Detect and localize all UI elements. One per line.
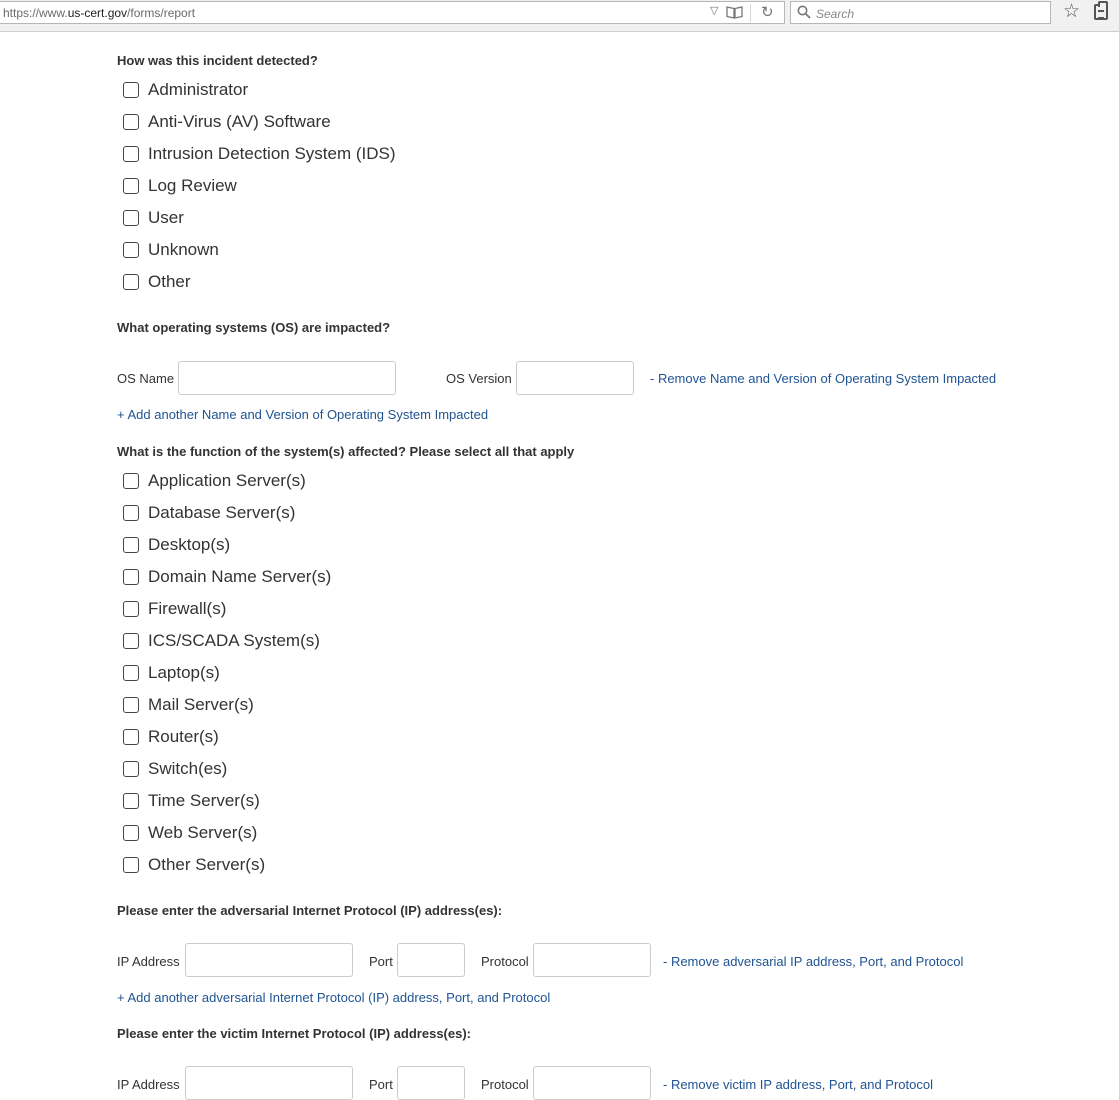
os-question: What operating systems (OS) are impacted?: [117, 320, 391, 335]
function-option[interactable]: [123, 471, 331, 503]
checkbox-label[interactable]: Mail Server(s): [148, 695, 254, 714]
os-name-label: OS Name: [117, 371, 175, 386]
checkbox[interactable]: [123, 793, 139, 809]
os-name-input[interactable]: [178, 361, 396, 395]
detected-option[interactable]: [123, 272, 396, 304]
victim-ip-label: IP Address: [117, 1077, 180, 1092]
function-option[interactable]: [123, 823, 331, 855]
detected-option[interactable]: [123, 240, 396, 272]
search-bar[interactable]: [790, 1, 1051, 24]
checkbox[interactable]: [123, 473, 139, 489]
checkbox[interactable]: [123, 729, 139, 745]
address-bar-url[interactable]: https://www.us-cert.gov/forms/report: [3, 6, 196, 20]
reload-icon[interactable]: ↻: [761, 4, 774, 21]
checkbox-label[interactable]: Log Review: [148, 176, 237, 195]
checkbox-label[interactable]: ICS/SCADA System(s): [148, 631, 320, 650]
remove-victim-ip-link[interactable]: - Remove victim IP address, Port, and Protocol: [663, 1077, 933, 1092]
victim-ip-input[interactable]: [185, 1066, 353, 1100]
function-option[interactable]: [123, 759, 331, 791]
detected-option[interactable]: [123, 80, 396, 112]
function-option[interactable]: [123, 535, 331, 567]
checkbox-label[interactable]: Database Server(s): [148, 503, 296, 522]
checkbox[interactable]: [123, 697, 139, 713]
checkbox[interactable]: [123, 146, 139, 162]
checkbox[interactable]: [123, 82, 139, 98]
function-option[interactable]: [123, 791, 331, 823]
address-bar[interactable]: [0, 1, 785, 24]
adversarial-port-label: Port: [369, 954, 393, 969]
checkbox[interactable]: [123, 633, 139, 649]
detected-option[interactable]: [123, 144, 396, 176]
search-placeholder: Search: [816, 7, 855, 21]
checkbox-label[interactable]: Router(s): [148, 727, 219, 746]
checkbox[interactable]: [123, 825, 139, 841]
victim-protocol-label: Protocol: [481, 1077, 529, 1092]
function-option[interactable]: [123, 503, 331, 535]
detected-question: How was this incident detected?: [117, 53, 318, 68]
os-version-input[interactable]: [516, 361, 634, 395]
checkbox-label[interactable]: Administrator: [148, 80, 249, 99]
checkbox-label[interactable]: Application Server(s): [148, 471, 306, 490]
detected-option[interactable]: [123, 112, 396, 144]
checkbox[interactable]: [123, 242, 139, 258]
checkbox-label[interactable]: Anti-Virus (AV) Software: [148, 112, 331, 131]
victim-protocol-input[interactable]: [533, 1066, 651, 1100]
checkbox[interactable]: [123, 274, 139, 290]
checkbox[interactable]: [123, 178, 139, 194]
checkbox[interactable]: [123, 210, 139, 226]
checkbox[interactable]: [123, 537, 139, 553]
history-dropdown-icon[interactable]: ▽: [710, 5, 719, 17]
checkbox[interactable]: [123, 114, 139, 130]
victim-port-label: Port: [369, 1077, 393, 1092]
bookmark-star-icon[interactable]: ☆: [1063, 1, 1081, 22]
checkbox-label[interactable]: Intrusion Detection System (IDS): [148, 144, 396, 163]
checkbox[interactable]: [123, 761, 139, 777]
checkbox-label[interactable]: Desktop(s): [148, 535, 231, 554]
checkbox[interactable]: [123, 857, 139, 873]
adversarial-port-input[interactable]: [397, 943, 465, 977]
checkbox[interactable]: [123, 665, 139, 681]
adversarial-protocol-input[interactable]: [533, 943, 651, 977]
function-option[interactable]: [123, 855, 331, 887]
checkbox-label[interactable]: Unknown: [148, 240, 219, 259]
checkbox-label[interactable]: Other Server(s): [148, 855, 266, 874]
add-os-link[interactable]: + Add another Name and Version of Operating System Impacted: [117, 407, 489, 422]
function-question: What is the function of the system(s) affected? Please select all that apply: [117, 444, 575, 459]
function-option[interactable]: [123, 631, 331, 663]
reader-view-icon[interactable]: [726, 5, 743, 21]
detected-option[interactable]: [123, 176, 396, 208]
adversarial-ip-label: IP Address: [117, 954, 180, 969]
add-adversarial-ip-link[interactable]: + Add another adversarial Internet Protocol (IP) address, Port, and Protocol: [117, 990, 551, 1005]
checkbox[interactable]: [123, 569, 139, 585]
victim-port-input[interactable]: [397, 1066, 465, 1100]
function-option[interactable]: [123, 727, 331, 759]
victim-question: Please enter the victim Internet Protocol (IP) address(es):: [117, 1026, 471, 1041]
checkbox[interactable]: [123, 505, 139, 521]
checkbox-label[interactable]: Web Server(s): [148, 823, 258, 842]
os-version-label: OS Version: [446, 371, 512, 386]
adversarial-ip-input[interactable]: [185, 943, 353, 977]
adversarial-question: Please enter the adversarial Internet Protocol (IP) address(es):: [117, 903, 503, 918]
remove-adversarial-ip-link[interactable]: - Remove adversarial IP address, Port, and Protocol: [663, 954, 964, 969]
function-options: [123, 471, 331, 887]
search-icon: [797, 5, 811, 21]
remove-os-link[interactable]: - Remove Name and Version of Operating System Impacted: [650, 371, 997, 386]
function-option[interactable]: [123, 663, 331, 695]
browser-toolbar: [0, 0, 1119, 32]
checkbox-label[interactable]: Domain Name Server(s): [148, 567, 332, 586]
function-option[interactable]: [123, 599, 331, 631]
checkbox-label[interactable]: Laptop(s): [148, 663, 220, 682]
function-option[interactable]: [123, 695, 331, 727]
checkbox-label[interactable]: Time Server(s): [148, 791, 260, 810]
detected-option[interactable]: [123, 208, 396, 240]
adversarial-protocol-label: Protocol: [481, 954, 529, 969]
clipboard-icon[interactable]: [1094, 4, 1108, 20]
checkbox-label[interactable]: Switch(es): [148, 759, 228, 778]
detected-options: [123, 80, 396, 304]
checkbox-label[interactable]: User: [148, 208, 184, 227]
checkbox-label[interactable]: Other: [148, 272, 191, 291]
checkbox-label[interactable]: Firewall(s): [148, 599, 227, 618]
checkbox[interactable]: [123, 601, 139, 617]
function-option[interactable]: [123, 567, 331, 599]
